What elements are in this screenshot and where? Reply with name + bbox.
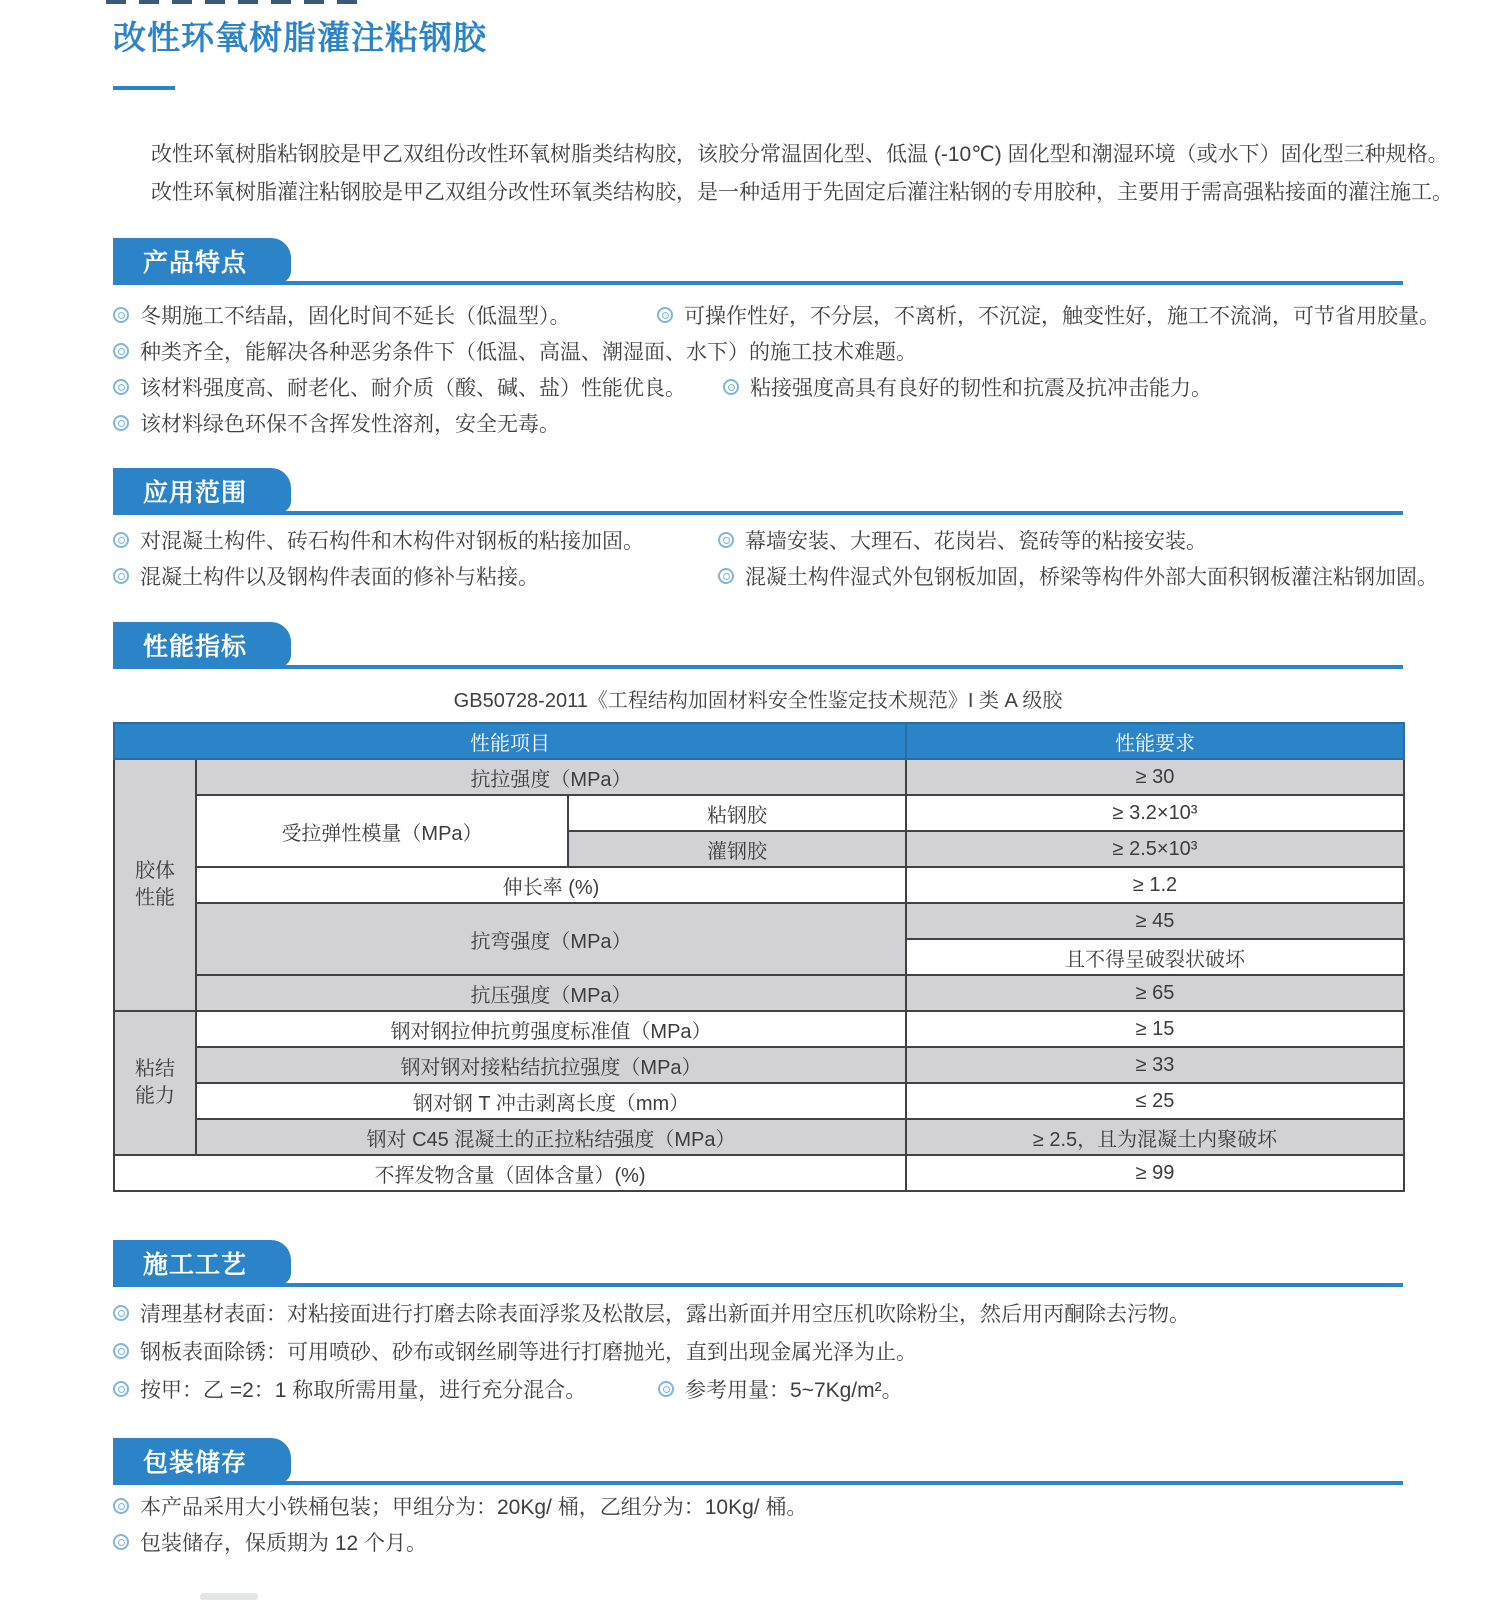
packaging-item <box>113 1527 427 1557</box>
feature-item <box>113 372 723 402</box>
page-title: 改性环氧树脂灌注粘钢胶 <box>113 19 487 56</box>
ring-bullet-icon <box>113 1498 129 1514</box>
group-label-line: 性能 <box>135 887 175 909</box>
ring-bullet-core <box>723 573 730 580</box>
ring-bullet-core <box>118 312 125 319</box>
table-row <box>114 759 1404 795</box>
value-cell: ≥ 45 <box>906 903 1404 939</box>
property-cell: 钢对 C45 混凝土的正拉粘结强度（MPa） <box>196 1119 906 1155</box>
ring-bullet-icon <box>113 568 129 584</box>
value-cell: ≥ 3.2×10³ <box>906 795 1404 831</box>
ring-bullet-core <box>118 1539 125 1546</box>
table-row <box>114 1011 1404 1047</box>
ring-bullet-core <box>118 1348 125 1355</box>
feature-item <box>723 372 1212 402</box>
property-cell: 受拉弹性模量（MPa） <box>196 795 568 867</box>
feature-item <box>657 300 1440 330</box>
ring-bullet-icon <box>718 568 734 584</box>
feature-text: 冬期施工不结晶，固化时间不延长（低温型）。 <box>140 305 571 328</box>
feature-text: 该材料强度高、耐老化、耐介质（酸、碱、盐）性能优良。 <box>140 377 686 400</box>
section-rule <box>113 281 1403 285</box>
table-row <box>114 1083 1404 1119</box>
property-cell: 抗压强度（MPa） <box>196 975 906 1011</box>
application-row <box>113 525 1207 555</box>
property-cell: 伸长率 (%) <box>196 867 906 903</box>
property-cell: 钢对钢 T 冲击剥离长度（mm） <box>196 1083 906 1119</box>
application-item <box>113 561 718 591</box>
value-cell: ≥ 30 <box>906 759 1404 795</box>
value-cell: ≥ 15 <box>906 1011 1404 1047</box>
feature-item <box>113 408 560 438</box>
property-cell: 钢对钢对接粘结抗拉强度（MPa） <box>196 1047 906 1083</box>
feature-item <box>113 336 917 366</box>
table-row <box>114 903 1404 939</box>
ring-bullet-icon <box>113 1305 129 1321</box>
value-cell: ≥ 1.2 <box>906 867 1404 903</box>
ring-bullet-icon <box>113 379 129 395</box>
column-header-requirement: 性能要求 <box>906 723 1404 759</box>
ring-bullet-core <box>118 1386 125 1393</box>
ring-bullet-core <box>728 384 735 391</box>
ring-bullet-icon <box>657 307 673 323</box>
ring-bullet-icon <box>658 1381 674 1397</box>
group-cell-bond-capability <box>114 1011 196 1155</box>
construction-row <box>113 1298 1190 1328</box>
table-row <box>114 1047 1404 1083</box>
ring-bullet-core <box>118 348 125 355</box>
construction-text: 参考用量：5~7Kg/m²。 <box>685 1379 903 1402</box>
construction-item <box>658 1374 903 1404</box>
feature-item <box>113 300 657 330</box>
sub-property-cell: 粘钢胶 <box>568 795 906 831</box>
packaging-row <box>113 1527 427 1557</box>
feature-row <box>113 372 1212 402</box>
application-row <box>113 561 1438 591</box>
construction-text: 按甲：乙 =2：1 称取所需用量，进行充分混合。 <box>140 1379 587 1402</box>
clipped-content-fragment-bottom <box>200 1593 258 1600</box>
section-header-construction <box>113 1240 291 1285</box>
table-row <box>114 1155 1404 1191</box>
feature-text: 粘接强度高具有良好的韧性和抗震及抗冲击能力。 <box>750 377 1212 400</box>
ring-bullet-icon <box>723 379 739 395</box>
construction-item <box>113 1298 1190 1328</box>
table-row <box>114 1119 1404 1155</box>
ring-bullet-icon <box>113 1343 129 1359</box>
section-header-label: 包装储存 <box>143 1448 248 1477</box>
packaging-row <box>113 1491 807 1521</box>
ring-bullet-icon <box>113 1534 129 1550</box>
table-header-row <box>114 723 1404 759</box>
section-header-performance <box>113 622 291 667</box>
packaging-item <box>113 1491 807 1521</box>
feature-text: 种类齐全，能解决各种恶劣条件下（低温、高温、潮湿面、水下）的施工技术难题。 <box>140 341 917 364</box>
ring-bullet-core <box>662 312 669 319</box>
ring-bullet-core <box>118 573 125 580</box>
property-cell: 抗拉强度（MPa） <box>196 759 906 795</box>
table-caption: GB50728-2011《工程结构加固材料安全性鉴定技术规范》I 类 A 级胶 <box>453 690 1063 712</box>
section-header-label: 性能指标 <box>143 632 248 661</box>
column-header-item: 性能项目 <box>114 723 906 759</box>
value-cell: ≥ 65 <box>906 975 1404 1011</box>
section-header-label: 产品特点 <box>143 248 248 277</box>
feature-text: 可操作性好，不分层，不离析，不沉淀，触变性好，施工不流淌，可节省用胶量。 <box>684 305 1440 328</box>
section-rule <box>113 511 1403 515</box>
ring-bullet-core <box>663 1386 670 1393</box>
performance-table <box>113 722 1405 1192</box>
group-label-line: 粘结 <box>135 1058 175 1080</box>
value-cell: ≥ 33 <box>906 1047 1404 1083</box>
ring-bullet-core <box>118 1310 125 1317</box>
feature-row <box>113 336 917 366</box>
construction-text: 清理基材表面：对粘接面进行打磨去除表面浮浆及松散层，露出新面并用空压机吹除粉尘，然后用丙酮除去污物。 <box>140 1303 1190 1326</box>
intro-paragraph: 改性环氧树脂粘钢胶是甲乙双组份改性环氧树脂类结构胶，该胶分常温固化型、低温 (-10℃) 固化型和潮湿环境（或水下）固化型三种规格。 <box>151 143 1449 166</box>
application-item <box>113 525 718 555</box>
application-text: 对混凝土构件、砖石构件和木构件对钢板的粘接加固。 <box>140 530 644 553</box>
ring-bullet-core <box>118 1503 125 1510</box>
application-text: 混凝土构件湿式外包钢板加固，桥梁等构件外部大面积钢板灌注粘钢加固。 <box>745 566 1438 589</box>
value-cell: ≤ 25 <box>906 1083 1404 1119</box>
property-cell: 不挥发物含量（固体含量）(%) <box>114 1155 906 1191</box>
ring-bullet-icon <box>113 307 129 323</box>
value-cell: ≥ 2.5，且为混凝土内聚破坏 <box>906 1119 1404 1155</box>
section-header-applications <box>113 468 291 513</box>
packaging-text: 包装储存，保质期为 12 个月。 <box>140 1532 428 1555</box>
ring-bullet-icon <box>113 1381 129 1397</box>
feature-row <box>113 300 1440 330</box>
table-row <box>114 795 1404 831</box>
ring-bullet-core <box>723 537 730 544</box>
feature-text: 该材料绿色环保不含挥发性溶剂，安全无毒。 <box>140 413 560 436</box>
construction-text: 钢板表面除锈：可用喷砂、砂布或钢丝刷等进行打磨抛光，直到出现金属光泽为止。 <box>140 1341 917 1364</box>
feature-row <box>113 408 560 438</box>
ring-bullet-core <box>118 537 125 544</box>
application-item <box>718 561 1438 591</box>
section-header-packaging <box>113 1438 291 1483</box>
property-cell: 抗弯强度（MPa） <box>196 903 906 975</box>
section-header-label: 施工工艺 <box>143 1250 248 1279</box>
construction-row <box>113 1374 903 1404</box>
table-row <box>114 975 1404 1011</box>
application-text: 幕墙安装、大理石、花岗岩、瓷砖等的粘接安装。 <box>745 530 1207 553</box>
section-rule <box>113 665 1403 669</box>
group-label-line: 胶体 <box>135 860 175 882</box>
group-cell-body-performance <box>114 759 196 1011</box>
value-cell: ≥ 2.5×10³ <box>906 831 1404 867</box>
ring-bullet-icon <box>718 532 734 548</box>
ring-bullet-icon <box>113 415 129 431</box>
packaging-text: 本产品采用大小铁桶包装；甲组分为：20Kg/ 桶，乙组分为：10Kg/ 桶。 <box>140 1496 808 1519</box>
section-rule <box>113 1283 1403 1287</box>
section-rule <box>113 1481 1403 1485</box>
construction-row <box>113 1336 917 1366</box>
ring-bullet-icon <box>113 532 129 548</box>
application-text: 混凝土构件以及钢构件表面的修补与粘接。 <box>140 566 539 589</box>
group-label-line: 能力 <box>135 1085 175 1107</box>
ring-bullet-core <box>118 384 125 391</box>
sub-property-cell: 灌钢胶 <box>568 831 906 867</box>
section-header-features <box>113 238 291 283</box>
construction-item <box>113 1336 917 1366</box>
section-header-label: 应用范围 <box>143 478 248 507</box>
construction-item <box>113 1374 658 1404</box>
title-underline <box>113 86 175 90</box>
clipped-content-fragment-top <box>106 0 368 4</box>
property-cell: 钢对钢拉伸抗剪强度标准值（MPa） <box>196 1011 906 1047</box>
ring-bullet-core <box>118 420 125 427</box>
intro-paragraph: 改性环氧树脂灌注粘钢胶是甲乙双组分改性环氧类结构胶，是一种适用于先固定后灌注粘钢的专用胶种，主要用于需高强粘接面的灌注施工。 <box>151 181 1453 204</box>
application-item <box>718 525 1207 555</box>
ring-bullet-icon <box>113 343 129 359</box>
value-cell: 且不得呈破裂状破坏 <box>906 939 1404 975</box>
table-row <box>114 867 1404 903</box>
value-cell: ≥ 99 <box>906 1155 1404 1191</box>
